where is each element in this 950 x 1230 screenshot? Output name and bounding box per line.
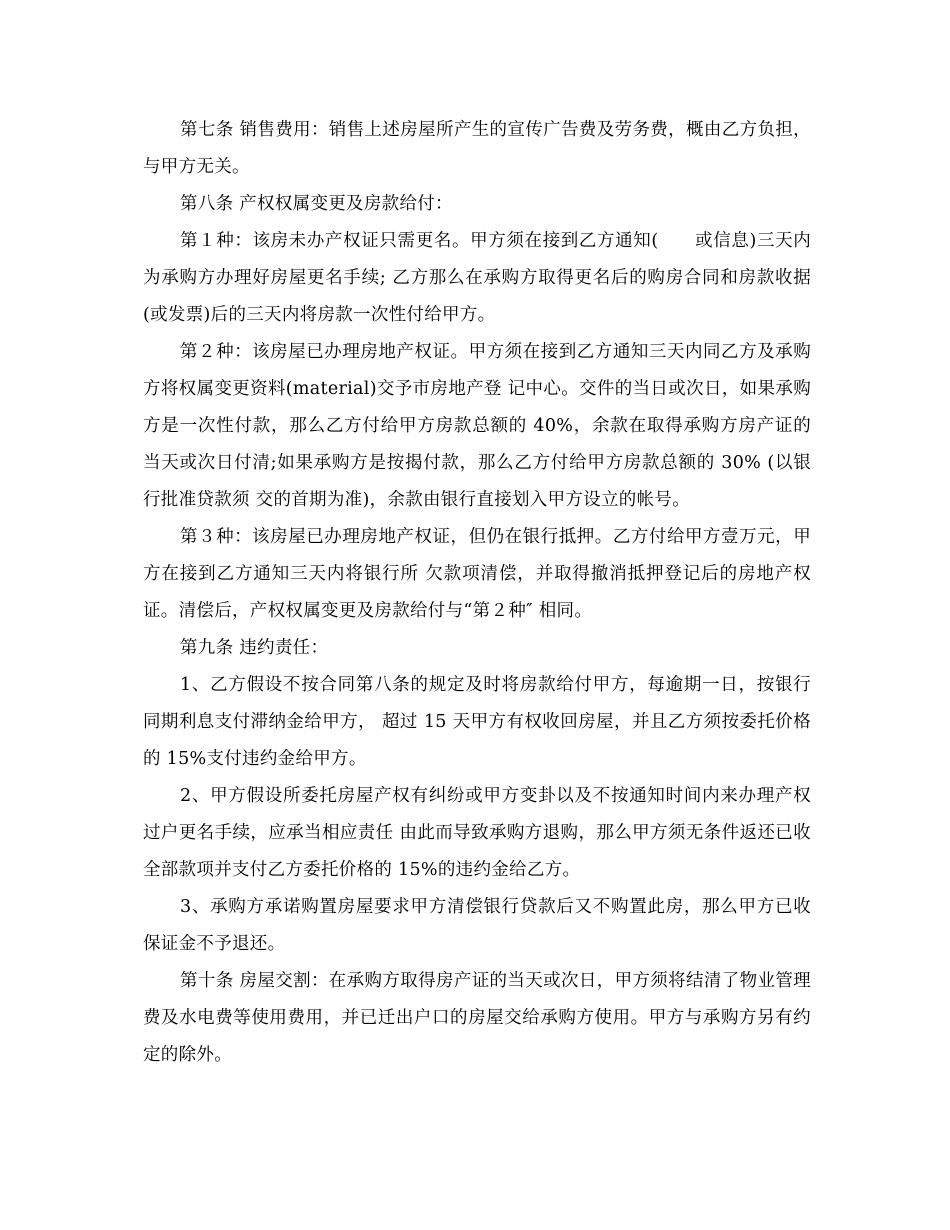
- document-body: [143, 112, 811, 1074]
- paragraph-article-8-type-1: 第１种：该房未办产权证只需更名。甲方须在接到乙方通知( 或信息)三天内为承购方办理好房屋更名手续; 乙方那么在承购方取得更名后的购房合同和房款收据(或发票)后的三天内将房款一次性付给甲方。: [143, 231, 811, 325]
- paragraph-article-9-clause-1: 1、乙方假设不按合同第八条的规定及时将房款给付甲方，每逾期一日，按银行同期利息支付滞纳金给甲方， 超过 15 天甲方有权收回房屋，并且乙方须按委托价格的 15%支付违约金给甲方。: [143, 675, 811, 769]
- paragraph-article-9-clause-3: 3、承购方承诺购置房屋要求甲方清偿银行贷款后又不购置此房，那么甲方已收保证金不予退还。: [143, 897, 811, 954]
- paragraph-article-8-type-2: 第２种：该房屋已办理房地产权证。甲方须在接到乙方通知三天内同乙方及承购方将权属变更资料(material)交予市房地产登 记中心。交件的当日或次日，如果承购方是一次性付款，那么乙方付给甲方房款总额的 40%，余款在取得承购方房产证的当天或次日付清;如果承购方是按揭付款，那么乙方付给甲方房款总额的 30% (以银行批准贷款须 交的首期为准)，余款由银行直接划入甲方设立的帐号。: [143, 342, 811, 510]
- paragraph-article-9-clause-2: 2、甲方假设所委托房屋产权有纠纷或甲方变卦以及不按通知时间内来办理产权过户更名手续，应承当相应责任 由此而导致承购方退购，那么甲方须无条件返还已收全部款项并支付乙方委托价格的 15%的违约金给乙方。: [143, 786, 811, 880]
- paragraph-article-8-heading: 第八条 产权权属变更及房款给付：: [180, 194, 453, 214]
- paragraph-article-9-heading: 第九条 违约责任：: [180, 638, 329, 658]
- paragraph-article-10-handover: 第十条 房屋交割：在承购方取得房产证的当天或次日，甲方须将结清了物业管理费及水电费等使用费用，并已迁出户口的房屋交给承购方使用。甲方与承购方另有约定的除外。: [143, 971, 811, 1065]
- paragraph-article-8-type-3: 第３种：该房屋已办理房地产权证，但仍在银行抵押。乙方付给甲方壹万元，甲方在接到乙方通知三天内将银行所 欠款项清偿，并取得撤消抵押登记后的房地产权证。清偿后，产权权属变更及房款给付与“第２种″ 相同。: [143, 527, 811, 621]
- paragraph-article-7-sales-costs: 第七条 销售费用：销售上述房屋所产生的宣传广告费及劳务费，概由乙方负担，与甲方无关。: [143, 120, 811, 177]
